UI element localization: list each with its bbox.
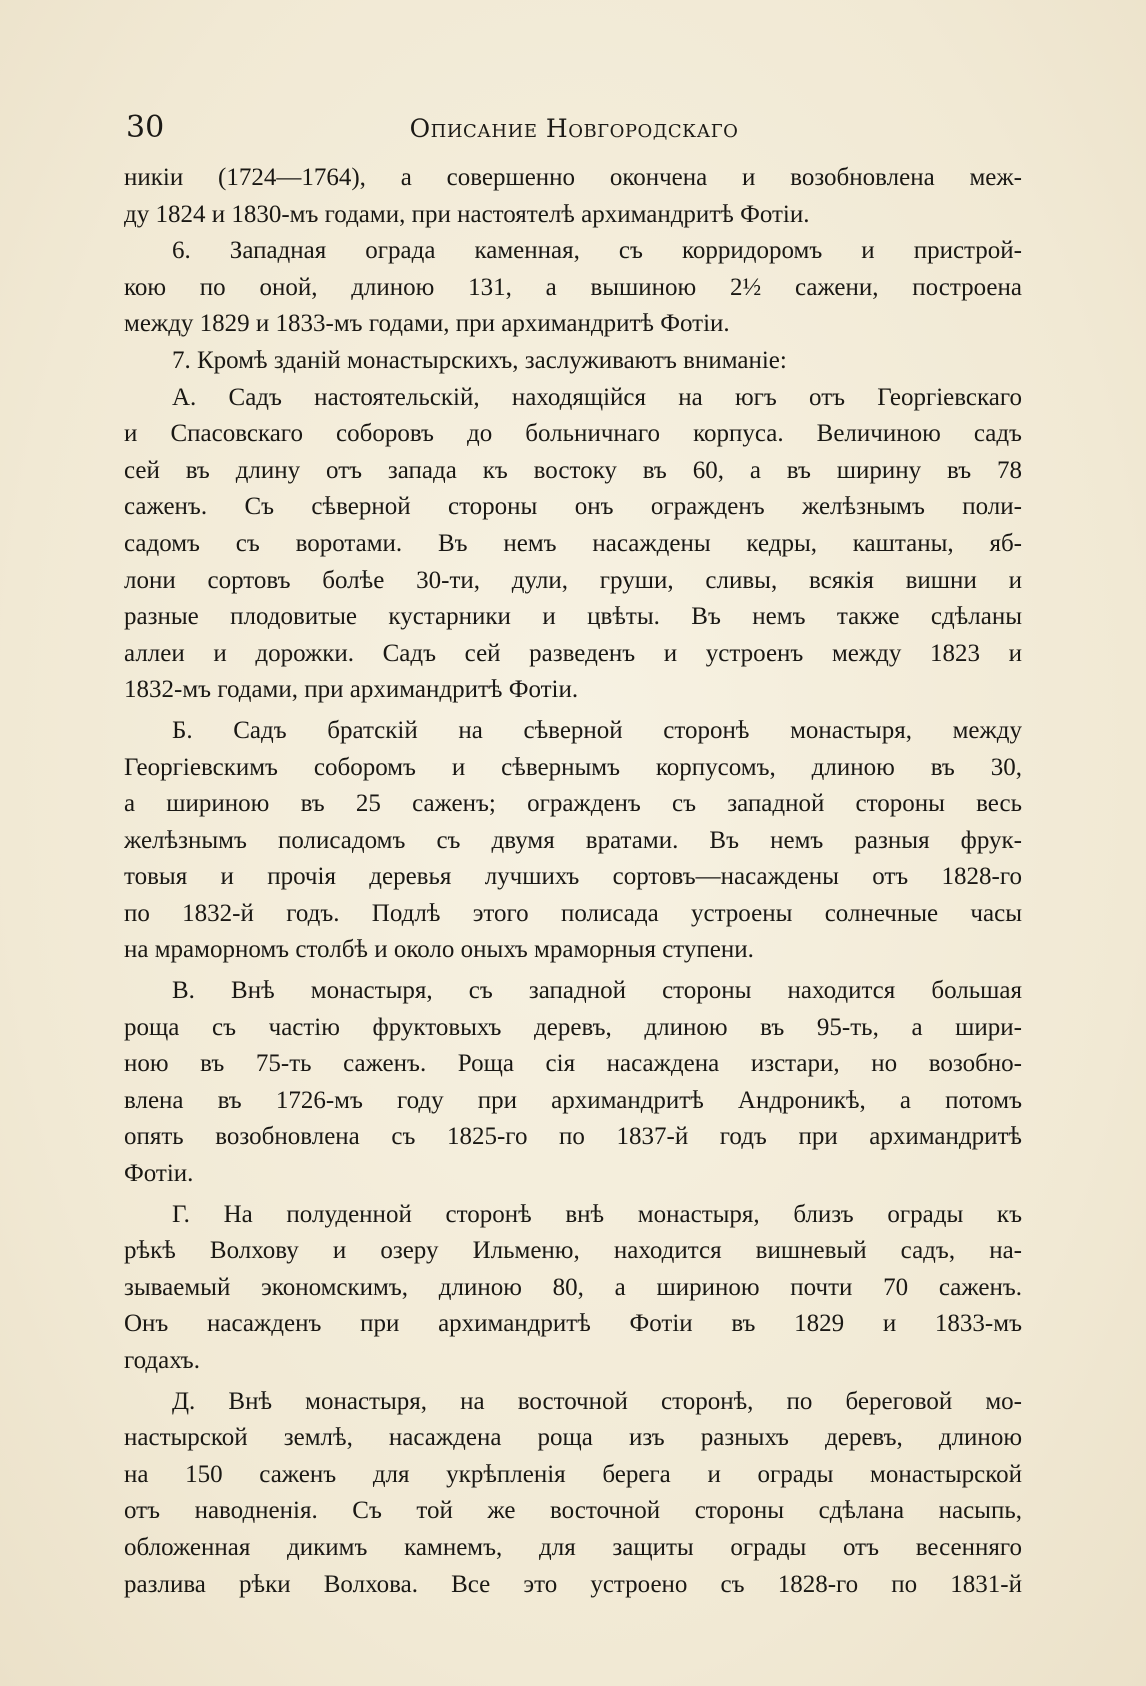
- text-line: по 1832-й годъ. Подлѣ этого полисада устроены солнечные часы: [124, 899, 1022, 927]
- text-line: Онъ насажденъ при архимандритѣ Фотіи въ 1829 и 1833-мъ: [124, 1310, 1022, 1338]
- text-line: между 1829 и 1833-мъ годами, при архимандритѣ Фотіи.: [124, 310, 730, 338]
- text-line: 7. Кромѣ зданій монастырскихъ, заслуживаютъ вниманіе:: [172, 346, 787, 374]
- text-line: Б. Садъ братскій на сѣверной сторонѣ монастыря, между: [172, 716, 1022, 744]
- paragraph-garden-g: [124, 1197, 1022, 1380]
- running-title: Описание Новгородскаго: [409, 114, 739, 143]
- text-line: разные плодовитые кустарники и цвѣты. Въ немъ также сдѣланы: [124, 603, 1022, 631]
- text-line: роща съ частію фруктовыхъ деревъ, длиною въ 95-ть, а шири-: [124, 1013, 1022, 1041]
- text-line: рѣкѣ Волхову и озеру Ильменю, находится вишневый садъ, на-: [124, 1237, 1022, 1265]
- text-line: Д. Внѣ монастыря, на восточной сторонѣ, по береговой мо-: [172, 1387, 1022, 1415]
- text-line: зываемый экономскимъ, длиною 80, а шириною почти 70 саженъ.: [124, 1273, 1022, 1301]
- text-line: Георгіевскимъ соборомъ и сѣвернымъ корпусомъ, длиною въ 30,: [124, 753, 1022, 781]
- text-line: отъ наводненія. Съ той же восточной стороны сдѣлана насыпь,: [124, 1497, 1022, 1525]
- text-line: разлива рѣки Волхова. Все это устроено съ 1828-го по 1831-й: [124, 1570, 1022, 1598]
- text-line: на мраморномъ столбѣ и около оныхъ мраморныя ступени.: [124, 936, 754, 964]
- text-line: и Спасовскаго соборовъ до больничнаго корпуса. Величиною садъ: [124, 420, 1022, 448]
- text-line: сей въ длину отъ запада къ востоку въ 60, а въ ширину въ 78: [124, 456, 1022, 484]
- page-number: 30: [126, 110, 165, 145]
- text-line: товыя и прочія деревья лучшихъ сортовъ—насаждены отъ 1828-го: [124, 863, 1022, 891]
- text-line: саженъ. Съ сѣверной стороны онъ огражденъ желѣзнымъ поли-: [124, 493, 1022, 521]
- text-line: садомъ съ воротами. Въ немъ насаждены кедры, каштаны, яб-: [124, 529, 1022, 557]
- paragraph-garden-b: [124, 713, 1022, 969]
- text-line: кою по оной, длиною 131, а вышиною 2½ сажени, построена: [124, 273, 1022, 301]
- text-line: А. Садъ настоятельскій, находящійся на югъ отъ Георгіевскаго: [172, 383, 1022, 411]
- paragraph-garden-a: [124, 380, 1022, 709]
- text-line: ду 1824 и 1830-мъ годами, при настоятелѣ архимандритѣ Фотіи.: [124, 200, 810, 228]
- text-line: никіи (1724—1764), а совершенно окончена и возобновлена меж-: [124, 164, 1022, 191]
- paragraph-grove-v: [124, 973, 1022, 1193]
- page-header: [126, 108, 1022, 152]
- paragraph-grove-d: [124, 1384, 1022, 1604]
- text-line: Фотіи.: [124, 1160, 194, 1188]
- text-line: годахъ.: [124, 1347, 200, 1374]
- paragraph-item-6: [124, 233, 1022, 343]
- text-line: на 150 саженъ для укрѣпленія берега и ограды монастырской: [124, 1460, 1022, 1488]
- body-text: [124, 160, 1022, 1603]
- paragraph-item-7: [124, 343, 1022, 380]
- text-line: аллеи и дорожки. Садъ сей разведенъ и устроенъ между 1823 и: [124, 639, 1022, 667]
- text-line: 6. Западная ограда каменная, съ корридоромъ и пристрой-: [172, 237, 1022, 265]
- text-line: влена въ 1726-мъ году при архимандритѣ Андроникѣ, а потомъ: [124, 1086, 1022, 1114]
- text-line: желѣзнымъ полисадомъ съ двумя вратами. Въ немъ разныя фрук-: [124, 826, 1022, 854]
- text-line: настырской землѣ, насаждена роща изъ разныхъ деревъ, длиною: [124, 1424, 1022, 1452]
- text-line: лони сортовъ болѣе 30-ти, дули, груши, сливы, всякія вишни и: [124, 566, 1022, 594]
- text-line: опять возобновлена съ 1825-го по 1837-й годъ при архимандритѣ: [124, 1123, 1022, 1151]
- text-line: ною въ 75-ть саженъ. Роща сія насаждена изстари, но возобно-: [124, 1050, 1022, 1078]
- text-line: Г. На полуденной сторонѣ внѣ монастыря, близъ ограды къ: [172, 1200, 1022, 1228]
- paragraph-continuation: [124, 160, 1022, 233]
- text-line: В. Внѣ монастыря, съ западной стороны находится большая: [172, 977, 1022, 1005]
- text-line: а шириною въ 25 саженъ; огражденъ съ западной стороны весь: [124, 790, 1022, 818]
- text-line: 1832-мъ годами, при архимандритѣ Фотіи.: [124, 676, 579, 704]
- text-line: обложенная дикимъ камнемъ, для защиты ограды отъ весенняго: [124, 1533, 1022, 1561]
